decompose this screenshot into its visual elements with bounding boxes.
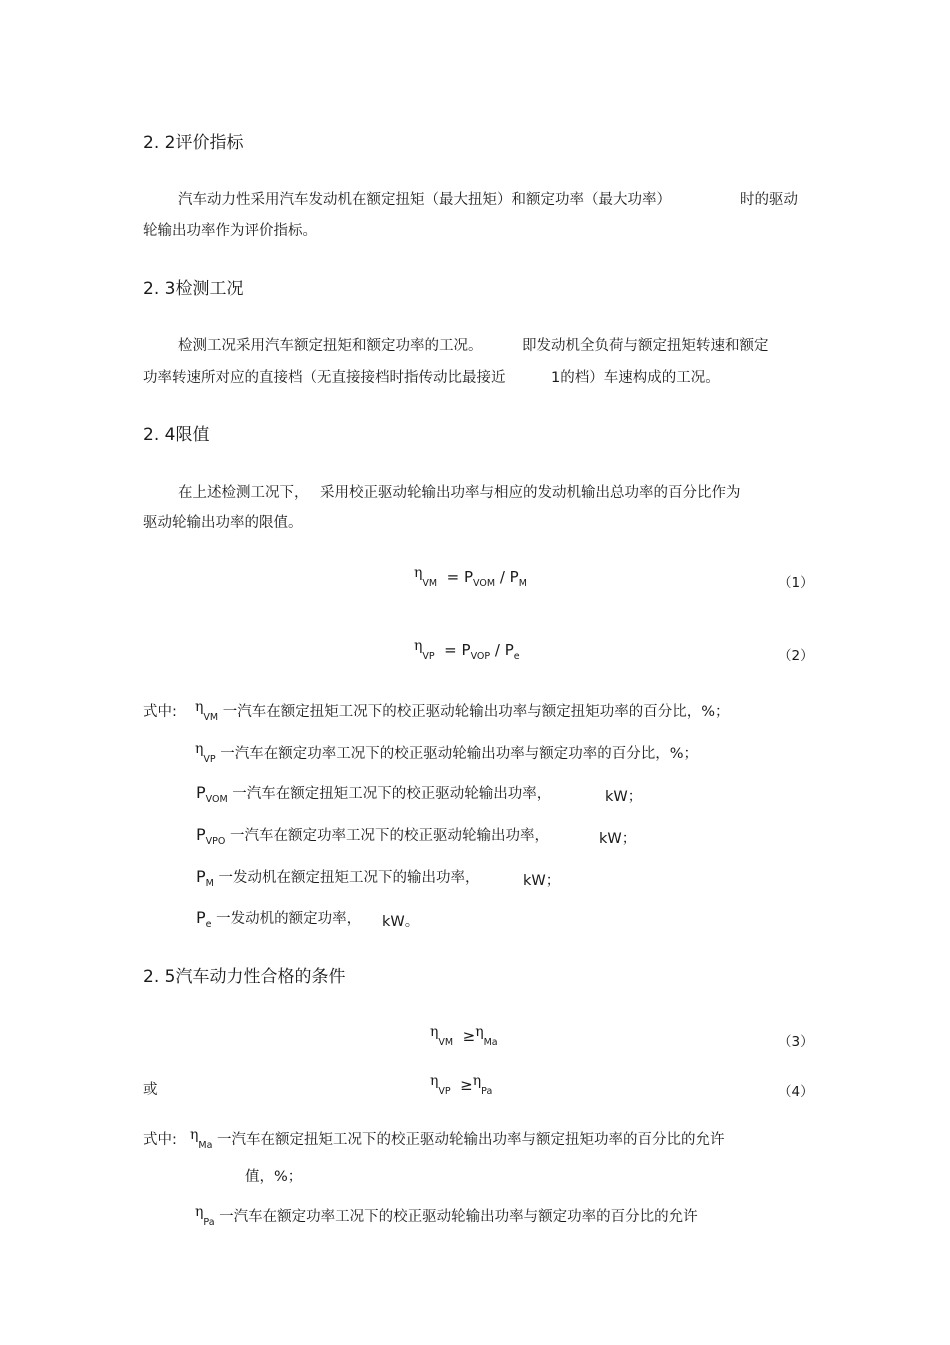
or-label: 或 [143, 1082, 158, 1098]
definition-item: $\eta_{Pa}$ 一汽车在额定功率工况下的校正驱动轮输出功率与额定功率的百分比的允许 [195, 1204, 698, 1228]
definition-item: $\eta_{VP}$ 一汽车在额定功率工况下的校正驱动轮输出功率与额定功率的百分比，%； [195, 741, 699, 765]
paragraph-text: 轮输出功率作为评价指标。 [143, 223, 317, 239]
paragraph-text: 驱动轮输出功率的限值。 [143, 515, 303, 531]
equation-4: $\eta_{VP} \ge\eta_{Pa}$ [430, 1073, 493, 1097]
unit-text: kW； [523, 873, 561, 889]
equation-number: （1） [778, 575, 814, 591]
paragraph-text: 检测工况采用汽车额定扭矩和额定功率的工况。 [178, 338, 483, 354]
paragraph-text: 即发动机全负荷与额定扭矩转速和额定 [522, 338, 769, 354]
definition-item: $\eta_{VM}$ 一汽车在额定扭矩工况下的校正驱动轮输出功率与额定扭矩功率的百分比，%； [195, 699, 730, 723]
paragraph-text: 1的档）车速构成的工况。 [551, 370, 720, 386]
unit-text: kW； [605, 789, 643, 805]
equation-number: （3） [778, 1034, 814, 1050]
equation-number: （2） [778, 648, 814, 664]
section-heading-2-2: 2. 2评价指标 [143, 133, 244, 153]
definition-item: $P_M$ 一发动机在额定扭矩工况下的输出功率， [196, 867, 480, 889]
section-heading-2-3: 2. 3检测工况 [143, 279, 244, 299]
equation-3: $\eta_{VM} \ge\eta_{Ma}$ [430, 1024, 498, 1048]
section-heading-2-4: 2. 4限值 [143, 425, 210, 445]
definition-item: $P_e$ 一发动机的额定功率， [196, 908, 362, 930]
section-heading-2-5: 2. 5汽车动力性合格的条件 [143, 967, 346, 987]
equation-1: $\eta_{VM} = P_{VOM} / P_M$ [414, 565, 527, 589]
unit-text: kW； [599, 831, 637, 847]
definition-item: $\eta_{Ma}$ 一汽车在额定扭矩工况下的校正驱动轮输出功率与额定扭矩功率的百分比的允许 [190, 1127, 725, 1151]
definition-prefix: 式中: [143, 1132, 177, 1148]
paragraph-text: 采用校正驱动轮输出功率与相应的发动机输出总功率的百分比作为 [320, 485, 741, 501]
paragraph-text: 时的驱动 [740, 192, 798, 208]
definition-continuation: 值，%； [245, 1169, 303, 1185]
eta-symbol: η [414, 565, 423, 581]
eta-symbol: η [414, 638, 423, 654]
equation-2: $\eta_{VP} = P_{VOP} / P_e$ [414, 638, 520, 662]
definition-item: $P_{VPO}$ 一汽车在额定功率工况下的校正驱动轮输出功率， [196, 825, 549, 847]
paragraph-text: 在上述检测工况下， [178, 485, 309, 501]
equation-number: （4） [778, 1084, 814, 1100]
paragraph-text: 汽车动力性采用汽车发动机在额定扭矩（最大扭矩）和额定功率（最大功率） [178, 192, 671, 208]
definition-prefix: 式中: [143, 704, 177, 720]
unit-text: kW。 [382, 914, 420, 930]
definition-item: $P_{VOM}$ 一汽车在额定扭矩工况下的校正驱动轮输出功率， [196, 783, 552, 805]
paragraph-text: 功率转速所对应的直接档（无直接接档时指传动比最接近 [143, 370, 506, 386]
